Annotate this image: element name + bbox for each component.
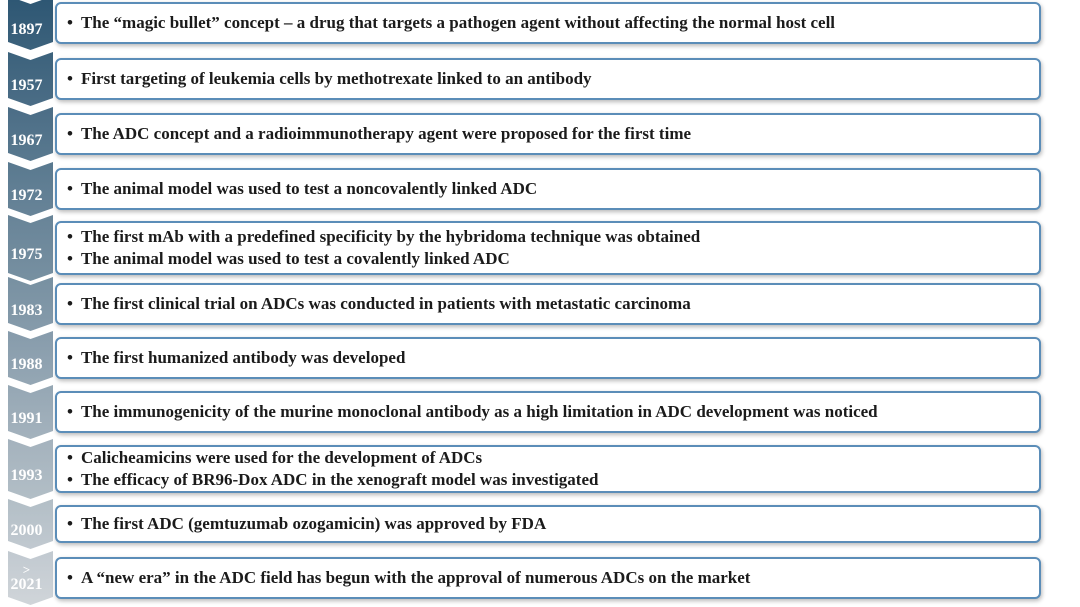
event-box [55, 557, 1041, 599]
year-label [0, 356, 53, 374]
event-text: • Calicheamicins were used for the development of ADCs [67, 447, 1039, 469]
timeline-row [0, 221, 1080, 275]
timeline-row [0, 2, 1080, 44]
year-label [0, 410, 53, 428]
year-text: 1988 [10, 356, 43, 373]
year-text: 1897 [10, 21, 43, 38]
year-label [0, 132, 53, 150]
timeline-row [0, 557, 1080, 599]
year-label [0, 467, 53, 485]
event-text: • The animal model was used to test a noncovalently linked ADC [67, 178, 1039, 200]
event-text: • The first ADC (gemtuzumab ozogamicin) was approved by FDA [67, 513, 1039, 535]
event-text: • The efficacy of BR96-Dox ADC in the xenograft model was investigated [67, 469, 1039, 491]
event-box [55, 337, 1041, 379]
timeline-row [0, 168, 1080, 210]
event-box [55, 58, 1041, 100]
year-label [0, 21, 53, 39]
year-text: 1983 [10, 302, 43, 319]
year-label [0, 246, 53, 264]
event-text: • The immunogenicity of the murine monoclonal antibody as a high limitation in ADC development was noticed [67, 401, 1039, 423]
event-text: • The first mAb with a predefined specificity by the hybridoma technique was obtained [67, 226, 1039, 248]
event-box [55, 505, 1041, 543]
arrow-marker: > [22, 562, 31, 577]
timeline-row [0, 391, 1080, 433]
event-text: • The first humanized antibody was developed [67, 347, 1039, 369]
event-text: • The “magic bullet” concept – a drug that targets a pathogen agent without affecting the normal host cell [67, 12, 1039, 34]
year-text: 2000 [10, 522, 43, 539]
year-label [0, 77, 53, 95]
timeline-row [0, 505, 1080, 543]
year-label [0, 187, 53, 205]
year-text: 1967 [10, 132, 43, 149]
year-label [0, 522, 53, 540]
year-label [0, 564, 53, 594]
event-text: • First targeting of leukemia cells by methotrexate linked to an antibody [67, 68, 1039, 90]
event-text: • A “new era” in the ADC field has begun with the approval of numerous ADCs on the market [67, 567, 1039, 589]
event-box [55, 113, 1041, 155]
year-text: 1975 [10, 246, 43, 263]
event-box [55, 283, 1041, 325]
event-text: • The ADC concept and a radioimmunotherapy agent were proposed for the first time [67, 123, 1039, 145]
timeline-row [0, 113, 1080, 155]
event-text: • The animal model was used to test a covalently linked ADC [67, 248, 1039, 270]
year-label [0, 302, 53, 320]
timeline-row [0, 58, 1080, 100]
event-box [55, 445, 1041, 493]
year-text: 1972 [10, 187, 43, 204]
year-text: 2021 [10, 576, 43, 593]
event-text: • The first clinical trial on ADCs was conducted in patients with metastatic carcinoma [67, 293, 1039, 315]
timeline-row [0, 337, 1080, 379]
year-text: 1993 [10, 467, 43, 484]
event-box [55, 221, 1041, 275]
year-text: 1991 [10, 410, 43, 427]
event-box [55, 168, 1041, 210]
event-box [55, 391, 1041, 433]
timeline-row [0, 445, 1080, 493]
year-text: 1957 [10, 77, 43, 94]
event-box [55, 2, 1041, 44]
timeline-row [0, 283, 1080, 325]
